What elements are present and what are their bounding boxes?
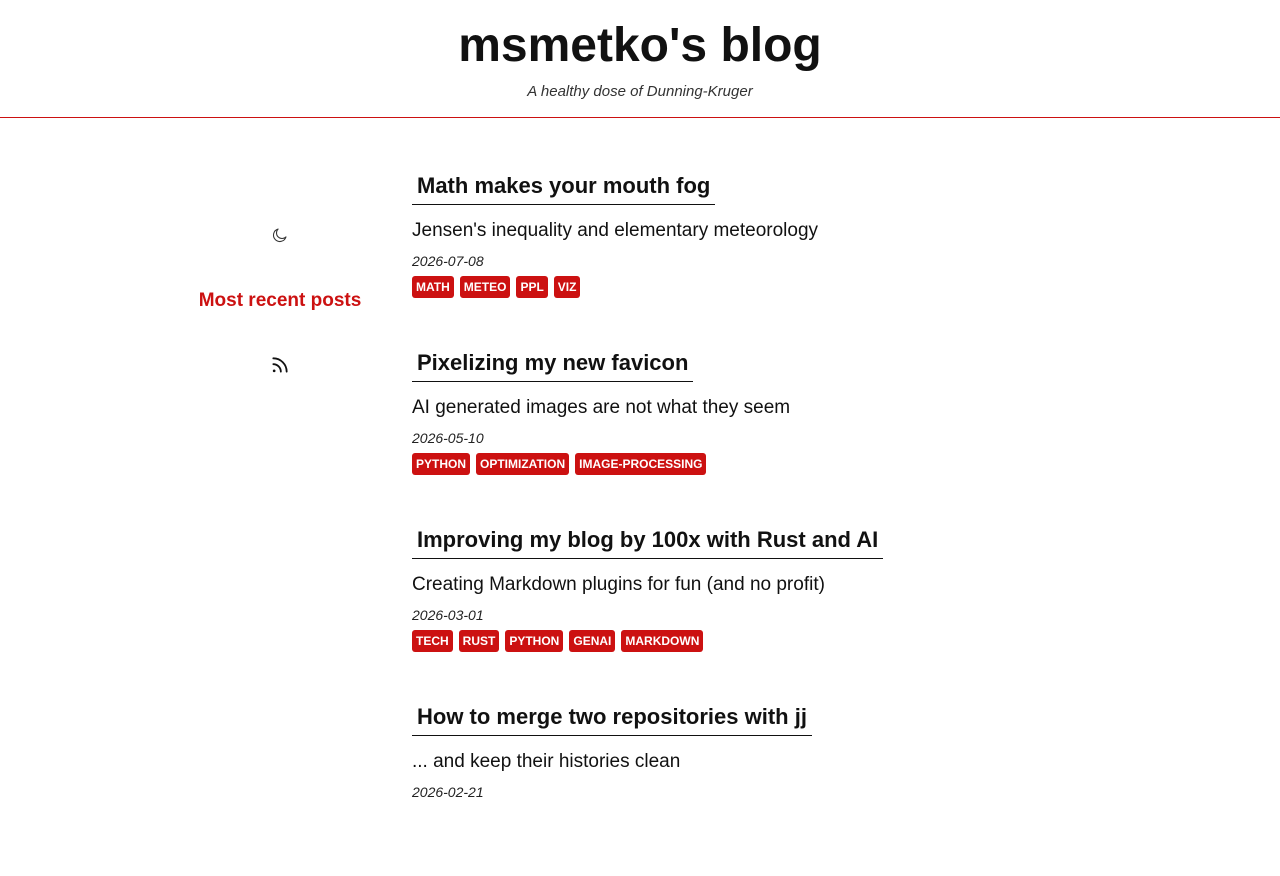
tag-genai[interactable]: GENAI xyxy=(569,630,615,652)
post-list xyxy=(412,168,1052,876)
post-item xyxy=(412,522,1052,699)
most-recent-posts-link[interactable]: Most recent posts xyxy=(198,290,362,311)
post-tags xyxy=(412,276,1052,298)
tag-ppl[interactable]: PPL xyxy=(516,276,547,298)
post-title-link[interactable]: How to merge two repositories with jj xyxy=(412,699,812,736)
post-tags xyxy=(412,453,1052,475)
site-subtitle: A healthy dose of Dunning-Kruger xyxy=(527,83,753,100)
tag-optimization[interactable]: OPTIMIZATION xyxy=(476,453,569,475)
post-title-link[interactable]: Math makes your mouth fog xyxy=(412,168,715,205)
tag-math[interactable]: MATH xyxy=(412,276,454,298)
post-title-link[interactable]: Pixelizing my new favicon xyxy=(412,345,693,382)
post-item xyxy=(412,345,1052,522)
site-title[interactable]: msmetko's blog xyxy=(458,19,822,72)
tag-meteo[interactable]: METEO xyxy=(460,276,511,298)
post-summary: AI generated images are not what they seem xyxy=(412,397,791,418)
post-title-link[interactable]: Improving my blog by 100x with Rust and AI xyxy=(412,522,883,559)
post-item xyxy=(412,699,1052,876)
site-header xyxy=(0,0,1280,118)
tag-image-processing[interactable]: IMAGE-PROCESSING xyxy=(575,453,706,475)
tag-tech[interactable]: TECH xyxy=(412,630,453,652)
post-date: 2026-07-08 xyxy=(412,253,484,269)
post-summary: ... and keep their histories clean xyxy=(412,751,681,772)
theme-toggle-button[interactable] xyxy=(268,224,292,246)
tag-python[interactable]: PYTHON xyxy=(505,630,563,652)
rss-feed-link[interactable] xyxy=(268,353,292,377)
tag-markdown[interactable]: MARKDOWN xyxy=(621,630,703,652)
rss-icon xyxy=(270,355,290,375)
tag-viz[interactable]: VIZ xyxy=(554,276,581,298)
moon-icon xyxy=(271,226,289,244)
post-summary: Creating Markdown plugins for fun (and no profit) xyxy=(412,574,825,595)
sidebar xyxy=(180,210,380,390)
tag-python[interactable]: PYTHON xyxy=(412,453,470,475)
post-date: 2026-05-10 xyxy=(412,430,484,446)
post-tags xyxy=(412,630,1052,652)
post-date: 2026-02-21 xyxy=(412,784,484,800)
post-item xyxy=(412,168,1052,345)
post-summary: Jensen's inequality and elementary meteorology xyxy=(412,220,819,241)
tag-rust[interactable]: RUST xyxy=(459,630,500,652)
post-date: 2026-03-01 xyxy=(412,607,484,623)
